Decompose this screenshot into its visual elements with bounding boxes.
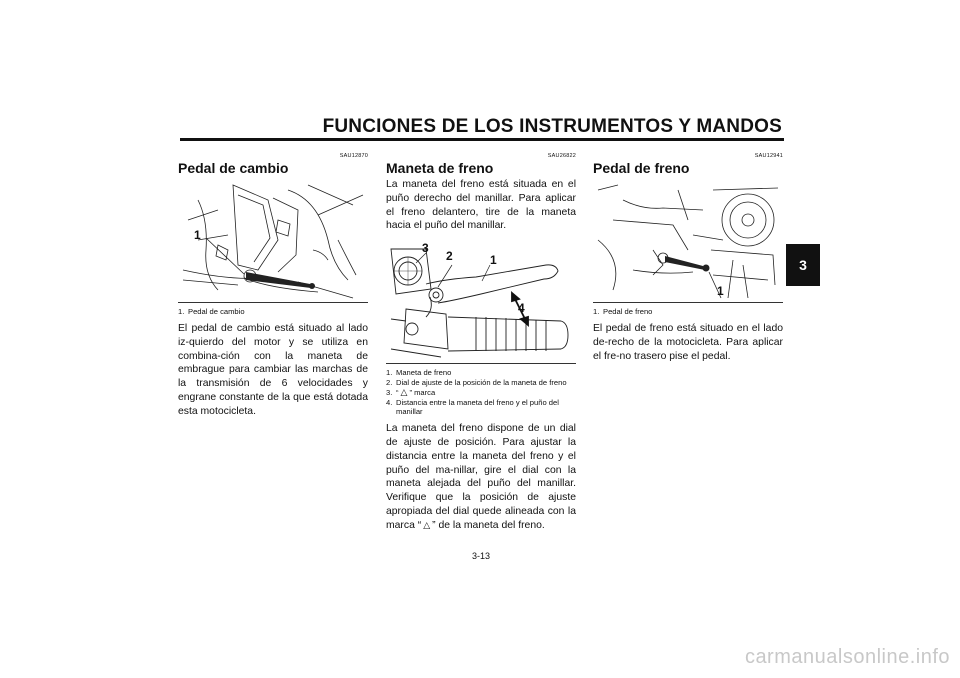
body-paragraph: El pedal de freno está situado en el lado de-recho de la motocicleta. Para aplicar el fre-no trasero pise el pedal. <box>593 323 783 362</box>
triangle-mark-icon: △ <box>423 519 431 530</box>
figure-caption-list <box>386 368 576 416</box>
watermark: carmanualsonline.info <box>744 646 950 668</box>
caption-item <box>386 388 576 397</box>
caption-number: 4. <box>386 398 393 408</box>
figure-callout: 1 <box>194 228 201 242</box>
column-shift-pedal <box>178 152 368 419</box>
paragraph-text: La maneta del freno dispone de un dial de ajuste de posición. Para ajustar la distancia entre la maneta del freno y el puño del ma-nillar, gire el dial con la maneta alejada del puño del manillar. Verifique que la posición de ajuste apropiada del dial quede alineada con la marca “ <box>386 423 576 531</box>
section-heading: Pedal de freno <box>593 160 690 176</box>
caption-text: Pedal de cambio <box>188 307 245 316</box>
column-brake-pedal <box>593 152 783 363</box>
caption-item <box>386 368 576 377</box>
paragraph-text: ” de la maneta del freno. <box>432 519 545 531</box>
intro-paragraph: La maneta del freno está situada en el puño derecho del manillar. Para aplicar el freno delantero, tire de la maneta hacia el puño del manillar. <box>386 179 576 232</box>
caption-item <box>386 398 576 416</box>
caption-number: 2. <box>386 378 393 388</box>
section-code: SAU12870 <box>339 153 368 159</box>
caption-item <box>178 307 368 316</box>
triangle-mark-icon: △ <box>400 387 408 398</box>
section-heading: Pedal de cambio <box>178 160 289 176</box>
caption-text: Maneta de freno <box>396 368 452 378</box>
brake-lever-illustration <box>386 239 576 364</box>
figure-callout: 2 <box>446 249 453 264</box>
body-paragraph: El pedal de cambio está situado al lado iz-quierdo del motor y se utiliza en combina-ción con la maneta de embrague para cambiar las marchas de la transmisión de 6 velocidades y engrane constante de la que está dotada esta motocicleta. <box>178 323 368 417</box>
caption-number: 1. <box>178 307 185 316</box>
column-brake-lever <box>386 152 576 533</box>
caption-item <box>386 378 576 387</box>
figure-callout: 1 <box>490 253 497 268</box>
caption-number: 1. <box>593 307 600 316</box>
figure-caption-list <box>593 307 783 316</box>
page-number: 3-13 <box>471 551 490 561</box>
section-tab: 3 <box>786 244 820 286</box>
caption-text: Distancia entre la maneta del freno y el puño del manillar <box>396 398 559 417</box>
shift-pedal-illustration <box>178 180 368 303</box>
caption-text: Pedal de freno <box>603 307 653 316</box>
caption-item <box>593 307 783 316</box>
section-code: SAU12941 <box>754 153 783 159</box>
section-heading: Maneta de freno <box>386 160 494 176</box>
body-paragraph <box>386 422 576 532</box>
caption-number: 1. <box>386 368 393 378</box>
caption-quote-open: “ <box>396 388 399 398</box>
figure-caption-list <box>178 307 368 316</box>
caption-text: Dial de ajuste de la posición de la maneta de freno <box>396 378 567 388</box>
caption-text <box>396 388 576 397</box>
brake-pedal-illustration <box>593 180 783 303</box>
figure-callout: 1 <box>717 284 724 298</box>
caption-quote-close: ” marca <box>409 388 436 398</box>
caption-number: 3. <box>386 388 393 398</box>
figure-callout: 4 <box>518 301 525 316</box>
header-rule <box>180 138 784 141</box>
page-header-title: FUNCIONES DE LOS INSTRUMENTOS Y MANDOS <box>322 116 782 137</box>
figure-callout: 3 <box>422 241 429 256</box>
section-code: SAU26822 <box>547 153 576 159</box>
